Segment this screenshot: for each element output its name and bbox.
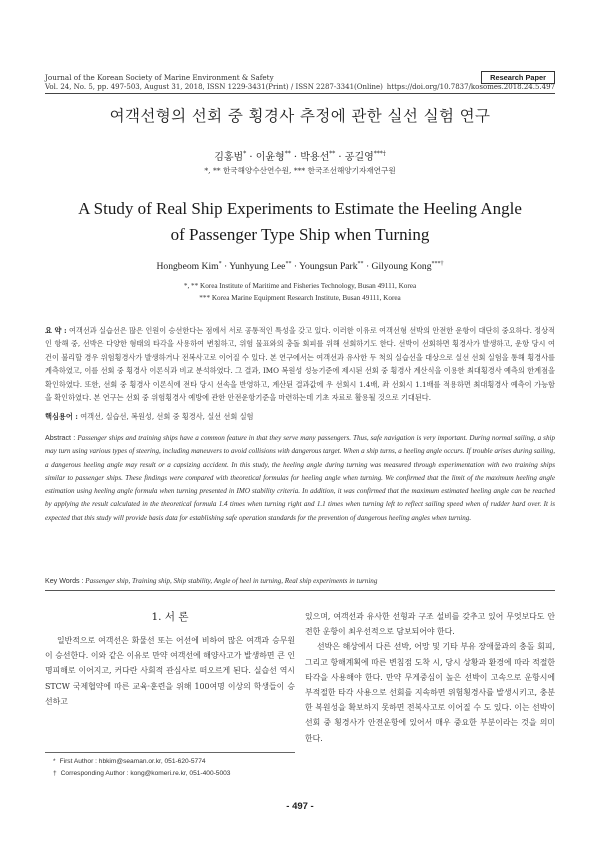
korean-authors: 김홍범* · 이윤형** · 박용선** · 공길영***† [214,150,386,163]
footnote-text: Corresponding Author : kong@komeri.re.kr, 051-400-5003 [60,769,231,777]
english-affiliation [0,280,600,304]
intro-paragraph-2: 선박은 해상에서 다른 선박, 어망 및 기타 부유 장애물과의 충돌 회피, 그리고 항해계획에 따른 변침점 도착 시, 당시 상황과 환경에 따라 적절한 타각을 사용해야 한다. 만약 무게중심이 높은 선박이 고속으로 운항시에 부적절한 타각 사용으로 선회를 지속하면 위험횡경사를 발생시키고, 충분한 복원성을 확보하지 못하면 전복사고로 이어질 수 도 있다. 이는 선박이 선회 중 횡경사가 안전운항에 있어서 매우 중요한 부분이라는 것을 의미한다. [305,642,555,743]
footnote-text: First Author : hbkim@seaman.or.kr, 051-620-5774 [59,758,206,765]
footnote-mark: * [53,758,56,765]
issue-info: Vol. 24, No. 5, pp. 497-503, August 31, 2018, ISSN 1229-3431(Print) / ISSN 2287-3341(Online) [45,83,383,91]
footnote-corresponding-author [45,768,295,780]
ko-author-4-mark: ***† [373,150,386,158]
ko-author-2-mark: ** [284,150,291,158]
ko-author-3: 박용선 [300,152,330,163]
english-affiliation-1: *, ** Korea Institute of Maritime and Fisheries Technology, Busan 49111, Korea [183,282,417,290]
korean-keywords-text: 여객선, 실습선, 복원성, 선회 중 횡경사, 실선 선회 실험 [80,412,254,421]
english-authors: Hongbeom Kim* · Yunhyung Lee** · Youngsun Park** · Gilyoung Kong***† [156,261,444,273]
english-keywords [45,577,555,591]
en-author-4: Gilyoung Kong [371,261,432,273]
footnotes [45,752,295,779]
issue-info-row [45,83,555,94]
research-paper-badge: Research Paper [481,71,555,84]
english-abstract [45,432,555,525]
english-title-line1: A Study of Real Ship Experiments to Estimate the Heeling Angle [78,199,522,218]
doi-link[interactable]: https://doi.org/10.7837/kosomes.2018.24.5.497 [386,83,555,91]
en-author-3-mark: ** [357,261,364,267]
journal-name: Journal of the Korean Society of Marine Environment & Safety [45,73,274,82]
english-affiliation-2: *** Korea Marine Equipment Research Institute, Busan 49111, Korea [199,294,401,302]
ko-author-2: 이윤형 [255,152,285,163]
page-number: - 497 - [286,801,314,812]
english-title-line2: of Passenger Type Ship when Turning [170,225,430,244]
en-author-2: Yunhyung Lee [229,261,286,273]
ko-author-4: 공길영 [344,152,374,163]
english-title [0,196,600,248]
english-keywords-label: Key Words : [45,577,84,585]
english-keywords-text: Passenger ship, Training ship, Ship stability, Angle of heel in turning, Real ship experiments in turning [85,577,378,585]
intro-paragraph-1: 일반적으로 여객선은 화물선 또는 어선에 비하여 많은 여객과 승무원이 승선한다. 이와 같은 이유로 만약 여객선에 해양사고가 발생하면 큰 인명피해로 이어지고, 커다란 사회적 관심사로 떠오르게 된다. 실습선 역시 STCW 국제협약에 따른 교육·훈련을 위해 100여명 이상의 학생들이 승선하고 [45,636,295,706]
korean-abstract-label: 요 약 : [45,326,67,335]
korean-abstract-text: 여객선과 실습선은 많은 인원이 승선한다는 점에서 서로 공통적인 특성을 갖고 있다. 이러한 이유로 여객선형 선박의 안전한 운항이 대단히 중요하다. 정상적인 항해 중, 선박은 다양한 형태의 타각을 사용하여 변침하고, 위험 물표와의 충돌 회피를 위해 선회하기도 한다. 선박이 선회하면 횡경사가 발생하고, 운항 당시 여건이 불리할 경우 위험횡경사가 발생하거나 전복사고로 이어질 수 있다. 본 연구에서는 여객선과 유사한 두 척의 실습선을 대상으로 실선 선회 실험을 통해 횡경사를 계측하였고, 이를 선회 중 횡경사 이론식과 비교 분석하였다. 그 결과, IMO 복원성 성능기준에 제시된 선회 중 횡경사 계산식을 이용한 최대횡경사 예측의 한계점을 확인하였다. 또한, 선회 중 횡경사 이론식에 전타 당시 선속을 반영하고, 계산된 결과값에 우 선회시 1.4배, 좌 선회시 1.1배를 적용하면 최대횡경사 예측이 가능함을 확인하였다. 본 연구는 선회 중 위험횡경사 예방에 관한 안전운항기준을 마련하는데 기초 자료로 활용될 것으로 기대된다. [45,326,556,403]
en-author-2-mark: ** [285,261,292,267]
en-author-3: Youngsun Park [299,261,358,273]
en-author-4-mark: ***† [431,261,444,267]
ko-author-3-mark: ** [329,150,336,158]
korean-abstract [45,324,555,404]
english-abstract-label: Abstract : [45,434,76,442]
korean-title: 여객선형의 선회 중 횡경사 추정에 관한 실선 실험 연구 [109,107,491,125]
ko-author-1-mark: * [243,150,247,158]
ko-author-1: 김홍범 [214,152,244,163]
footnote-mark: † [53,769,57,777]
en-author-1: Hongbeom Kim [156,261,219,273]
en-author-1-mark: * [218,261,222,267]
korean-keywords-label: 핵심용어 : [45,412,78,421]
korean-affiliation: *, ** 한국해양수산연수원, *** 한국조선해양기자재연구원 [204,166,396,175]
section-heading: 1. 서 론 [151,611,189,623]
english-abstract-text: Passenger ships and training ships have a common feature in that they serve many passengers. Thus, safe navigation is very important. During normal sailing, a ship may turn using various types of steering, including maneuvers to avoid collisions with dangerous target. When a ship turns, a heeling angle occurs. If trouble arises during sailing, a dangerous heeling angle may result or a capsizing accident. In this study, the heeling angle during turning was measured through experimentation with two training ships similar to passenger ships. These findings were compared with theoretical formulas for heeling angle when turning. We confirmed that the limit of the maximum heeling angle estimation using heeling angle formula when turning presented in IMO stability criteria. In addition, it was confirmed that the maximum estimated heeling angle can be reached by applying the result calculated in the theoretical formula 1.4 times when turning right and 1.1 times when turning left to reflect sailing speed when of rudder hard over. It is expected that this study will provide basis data for establishing safe operation standards for the prevention of dangerous heeling angles when turning. [45,434,556,522]
body-left-column [45,609,295,709]
footnote-first-author [45,756,295,768]
korean-keywords [45,412,555,422]
intro-paragraph-1-cont: 있으며, 여객선과 유사한 선형과 구조 설비를 갖추고 있어 무엇보다도 안전한 운항이 최우선적으로 담보되어야 한다. [305,612,555,637]
body-right-column [305,609,555,746]
